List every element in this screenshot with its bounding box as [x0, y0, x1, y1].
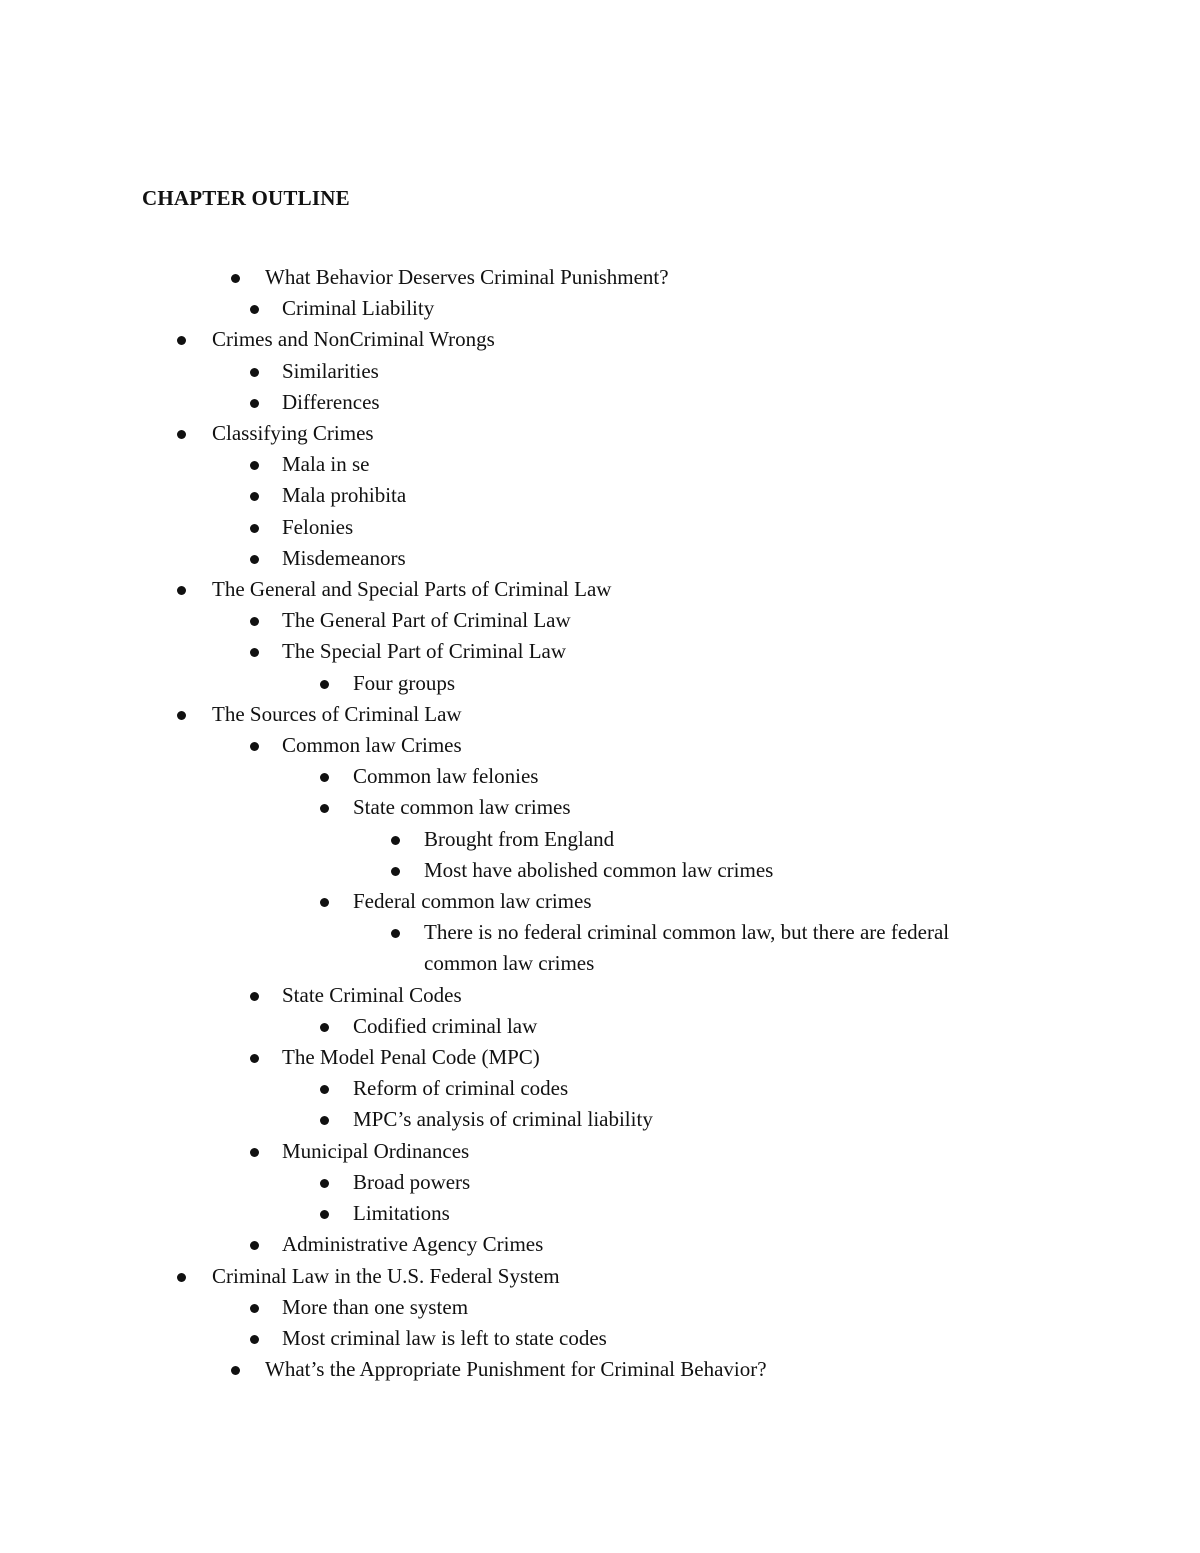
outline-item: [0, 324, 1024, 355]
outline-item: [0, 356, 1024, 387]
outline-item-text: Mala in se: [282, 452, 370, 477]
outline-item-text: Misdemeanors: [282, 545, 406, 570]
outline-item: [0, 1292, 1024, 1323]
outline-item-text: The Special Part of Criminal Law: [282, 639, 567, 664]
outline-item: [0, 1104, 1024, 1135]
outline-item: [0, 418, 1024, 449]
outline-item-text: The General Part of Criminal Law: [282, 608, 571, 633]
outline-item-text: Reform of criminal codes: [353, 1076, 569, 1101]
outline-item: [0, 980, 1024, 1011]
outline-item: [0, 1011, 1024, 1042]
bullet-icon: [320, 680, 329, 689]
outline-item: [0, 1261, 1024, 1292]
bullet-icon: [250, 305, 259, 314]
outline-item-text: MPC’s analysis of criminal liability: [353, 1107, 653, 1132]
outline-item: [0, 792, 1024, 823]
outline-item: [0, 605, 1024, 636]
outline-item: [0, 1198, 1024, 1229]
outline-item: [0, 1042, 1024, 1073]
outline-item: [0, 761, 1024, 792]
outline-item-text: Federal common law crimes: [353, 889, 592, 914]
outline-item: [0, 512, 1024, 543]
bullet-icon: [250, 368, 259, 377]
outline-item: [0, 636, 1024, 667]
outline-item-text: Codified criminal law: [353, 1013, 538, 1038]
outline-item: [0, 262, 1024, 293]
outline-item-text: Criminal Liability: [282, 296, 435, 321]
outline-item-text: The Model Penal Code (MPC): [282, 1045, 540, 1070]
outline-item: [0, 917, 1024, 979]
outline-item-text: More than one system: [282, 1294, 469, 1319]
bullet-icon: [250, 1304, 259, 1313]
outline-item-text: Brought from England: [424, 826, 615, 851]
outline-item: [0, 387, 1024, 418]
outline-item: [0, 1167, 1024, 1198]
bullet-icon: [231, 274, 240, 283]
outline-item-text: Mala prohibita: [282, 483, 407, 508]
bullet-icon: [250, 461, 259, 470]
outline-item-text: Felonies: [282, 514, 354, 539]
outline-item-text: Broad powers: [353, 1169, 471, 1194]
bullet-icon: [391, 929, 400, 938]
bullet-icon: [250, 555, 259, 564]
bullet-icon: [320, 1116, 329, 1125]
outline-item-text: Four groups: [353, 670, 456, 695]
outline-item-text: The General and Special Parts of Criminal Law: [212, 577, 612, 602]
bullet-icon: [320, 1023, 329, 1032]
outline-item: [0, 1073, 1024, 1104]
bullet-icon: [177, 586, 186, 595]
bullet-icon: [250, 1148, 259, 1157]
outline-item: [0, 293, 1024, 324]
outline-item-text: Classifying Crimes: [212, 421, 374, 446]
bullet-icon: [391, 867, 400, 876]
bullet-icon: [250, 617, 259, 626]
bullet-icon: [177, 711, 186, 720]
bullet-icon: [177, 1273, 186, 1282]
outline-item: [0, 1136, 1024, 1167]
chapter-heading: CHAPTER OUTLINE: [142, 186, 350, 210]
bullet-icon: [250, 648, 259, 657]
bullet-icon: [320, 1210, 329, 1219]
outline-item: [0, 1229, 1024, 1260]
bullet-icon: [320, 898, 329, 907]
bullet-icon: [177, 430, 186, 439]
bullet-icon: [320, 804, 329, 813]
outline-item: [0, 449, 1024, 480]
outline-item-text: State Criminal Codes: [282, 982, 462, 1007]
outline-item: [0, 543, 1024, 574]
outline-item-text: Crimes and NonCriminal Wrongs: [212, 327, 495, 352]
outline-item-text: Municipal Ordinances: [282, 1138, 470, 1163]
outline-item-text: Administrative Agency Crimes: [282, 1232, 544, 1257]
bullet-icon: [250, 524, 259, 533]
bullet-icon: [250, 1241, 259, 1250]
bullet-icon: [320, 1179, 329, 1188]
bullet-icon: [250, 399, 259, 408]
outline-item: [0, 886, 1024, 917]
outline-item-text: Most criminal law is left to state codes: [282, 1325, 607, 1350]
bullet-icon: [231, 1366, 240, 1375]
outline-item-text: Limitations: [353, 1201, 450, 1226]
outline-item-text: Similarities: [282, 358, 379, 383]
outline-item-text: Criminal Law in the U.S. Federal System: [212, 1263, 560, 1288]
outline-item: [0, 855, 1024, 886]
bullet-icon: [250, 992, 259, 1001]
outline-item-text: The Sources of Criminal Law: [212, 701, 462, 726]
bullet-icon: [250, 492, 259, 501]
outline-item-text: Common law Crimes: [282, 733, 462, 758]
outline-item: [0, 1354, 1024, 1385]
outline-item: [0, 668, 1024, 699]
outline-item-text: State common law crimes: [353, 795, 571, 820]
outline-item-text: What Behavior Deserves Criminal Punishment?: [265, 265, 669, 289]
bullet-icon: [250, 742, 259, 751]
outline-item: [0, 730, 1024, 761]
outline-item-text: Differences: [282, 389, 380, 414]
chapter-outline-list: [0, 262, 1024, 1385]
bullet-icon: [250, 1054, 259, 1063]
bullet-icon: [320, 773, 329, 782]
outline-item: [0, 699, 1024, 730]
bullet-icon: [320, 1085, 329, 1094]
outline-item-text: There is no federal criminal common law, but there are federal common law crimes: [424, 920, 950, 976]
outline-item-text: Most have abolished common law crimes: [424, 857, 774, 882]
outline-item: [0, 1323, 1024, 1354]
outline-item-text: What’s the Appropriate Punishment for Criminal Behavior?: [265, 1357, 767, 1382]
outline-item: [0, 480, 1024, 511]
outline-item: [0, 824, 1024, 855]
bullet-icon: [177, 336, 186, 345]
bullet-icon: [391, 836, 400, 845]
outline-item-text: Common law felonies: [353, 764, 539, 789]
outline-item: [0, 574, 1024, 605]
bullet-icon: [250, 1335, 259, 1344]
